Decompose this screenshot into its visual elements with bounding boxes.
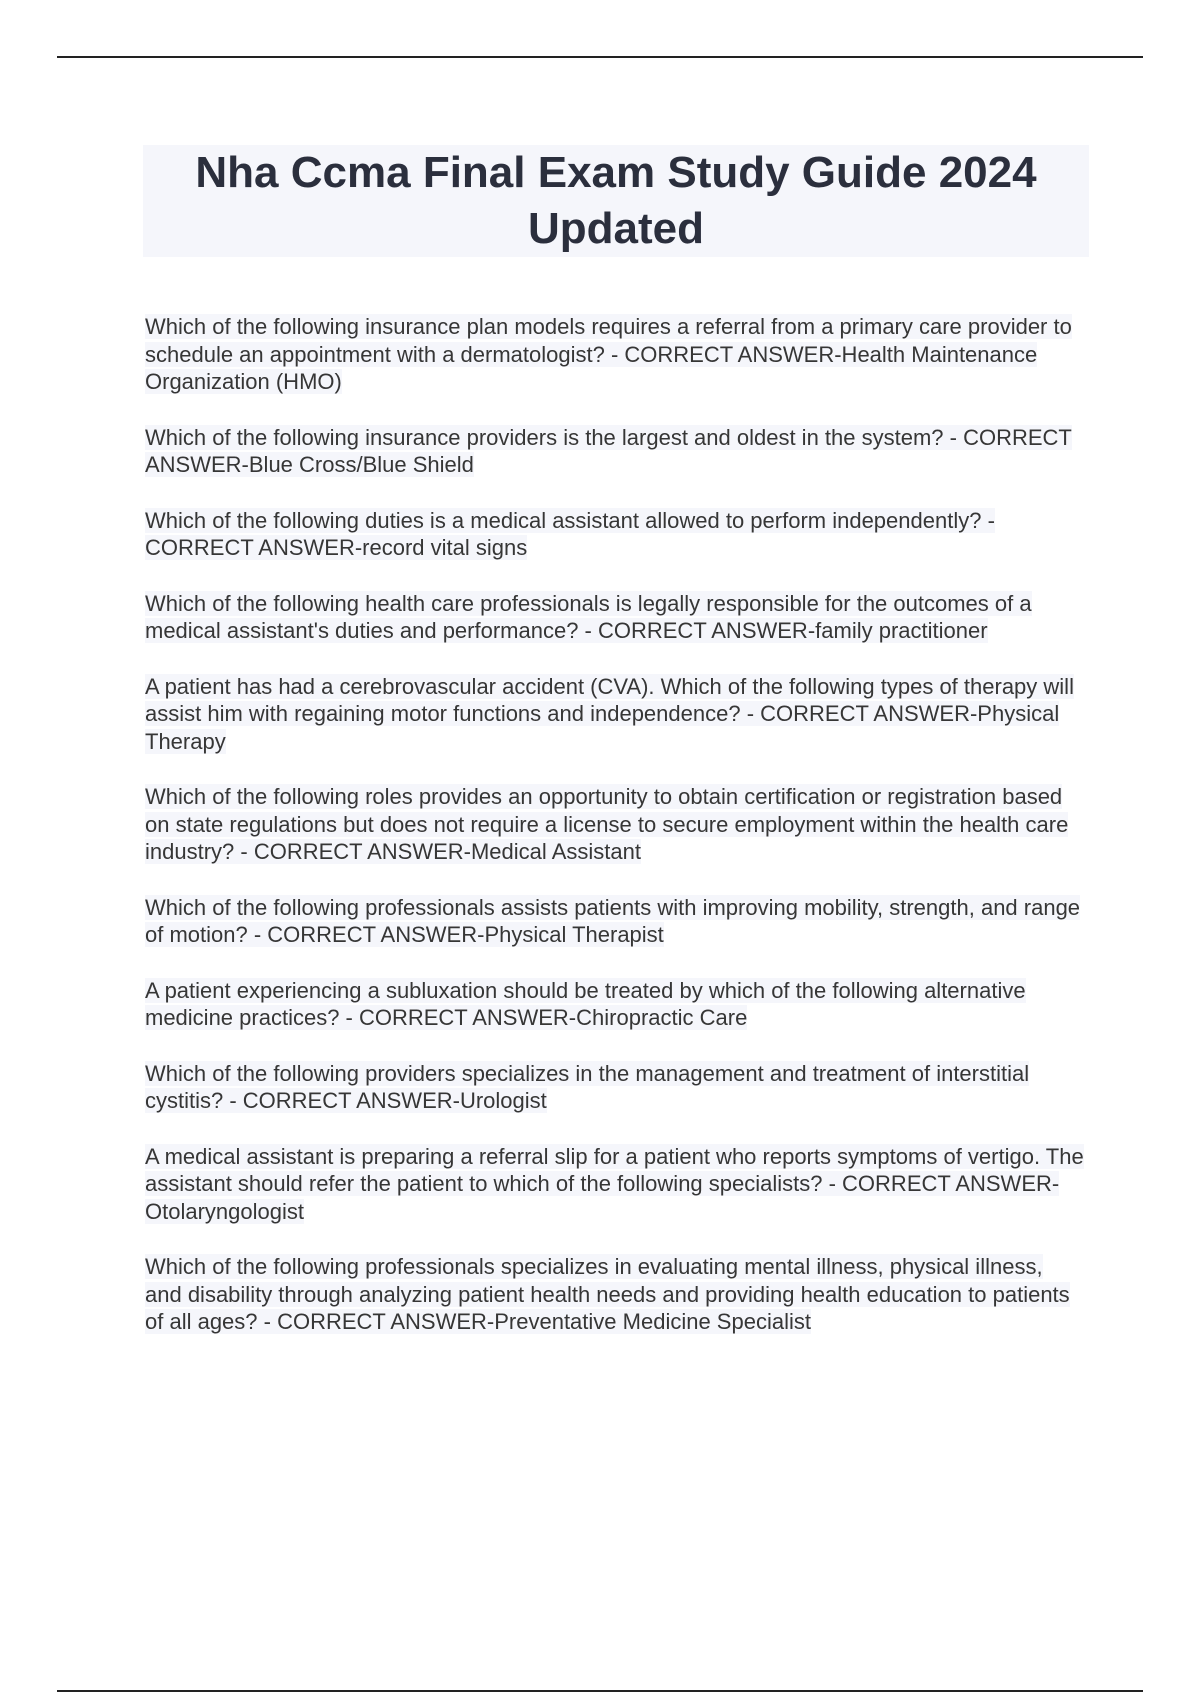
qa-text: Which of the following insurance plan models requires a referral from a primary care provider to schedule an appointment with a dermatologist? - CORRECT ANSWER-Health Maintenance Organization (HMO) — [145, 314, 1072, 394]
qa-text: Which of the following professionals specializes in evaluating mental illness, physical illness, and disability through analyzing patient health needs and providing health education to patients of all ages? - CORRECT ANSWER-Preventative Medicine Specialist — [145, 1254, 1070, 1334]
qa-item-1 — [145, 313, 1085, 396]
qa-item-10 — [145, 1143, 1085, 1226]
document-title: Nha Ccma Final Exam Study Guide 2024 Updated — [195, 148, 1037, 253]
qa-text: Which of the following providers specializes in the management and treatment of interstitial cystitis? - CORRECT ANSWER-Urologist — [145, 1060, 1030, 1113]
top-rule — [57, 56, 1143, 58]
qa-item-7 — [145, 894, 1085, 949]
qa-item-9 — [145, 1060, 1085, 1115]
qa-text: Which of the following professionals assists patients with improving mobility, strength, and range of motion? - CORRECT ANSWER-Physical Therapist — [145, 894, 1081, 947]
qa-text: Which of the following health care professionals is legally responsible for the outcomes of a medical assistant's duties and performance? - CORRECT ANSWER-family practitioner — [145, 590, 1032, 643]
qa-item-11 — [145, 1253, 1085, 1336]
bottom-rule — [57, 1690, 1143, 1692]
qa-item-6 — [145, 783, 1085, 866]
qa-text: A medical assistant is preparing a referral slip for a patient who reports symptoms of vertigo. The assistant should refer the patient to which of the following specialists? - CORRECT ANSWER-Otolaryngologist — [145, 1143, 1084, 1224]
qa-item-2 — [145, 424, 1085, 479]
qa-text: Which of the following roles provides an opportunity to obtain certification or registration based on state regulations but does not require a license to secure employment within the health care industry? - CORRECT ANSWER-Medical Assistant — [145, 784, 1069, 864]
qa-item-3 — [145, 507, 1085, 562]
qa-item-5 — [145, 673, 1085, 756]
qa-item-4 — [145, 590, 1085, 645]
qa-list — [145, 313, 1085, 1364]
qa-text: A patient has had a cerebrovascular accident (CVA). Which of the following types of therapy will assist him with regaining motor functions and independence? - CORRECT ANSWER-Physical Therapy — [145, 673, 1074, 754]
qa-text: A patient experiencing a subluxation should be treated by which of the following alternative medicine practices? - CORRECT ANSWER-Chiropractic Care — [145, 977, 1026, 1030]
qa-text: Which of the following insurance providers is the largest and oldest in the system? - CORRECT ANSWER-Blue Cross/Blue Shield — [145, 424, 1072, 477]
qa-item-8 — [145, 977, 1085, 1032]
qa-text: Which of the following duties is a medical assistant allowed to perform independently? - CORRECT ANSWER-record vital signs — [145, 507, 995, 560]
title-box — [143, 145, 1089, 257]
